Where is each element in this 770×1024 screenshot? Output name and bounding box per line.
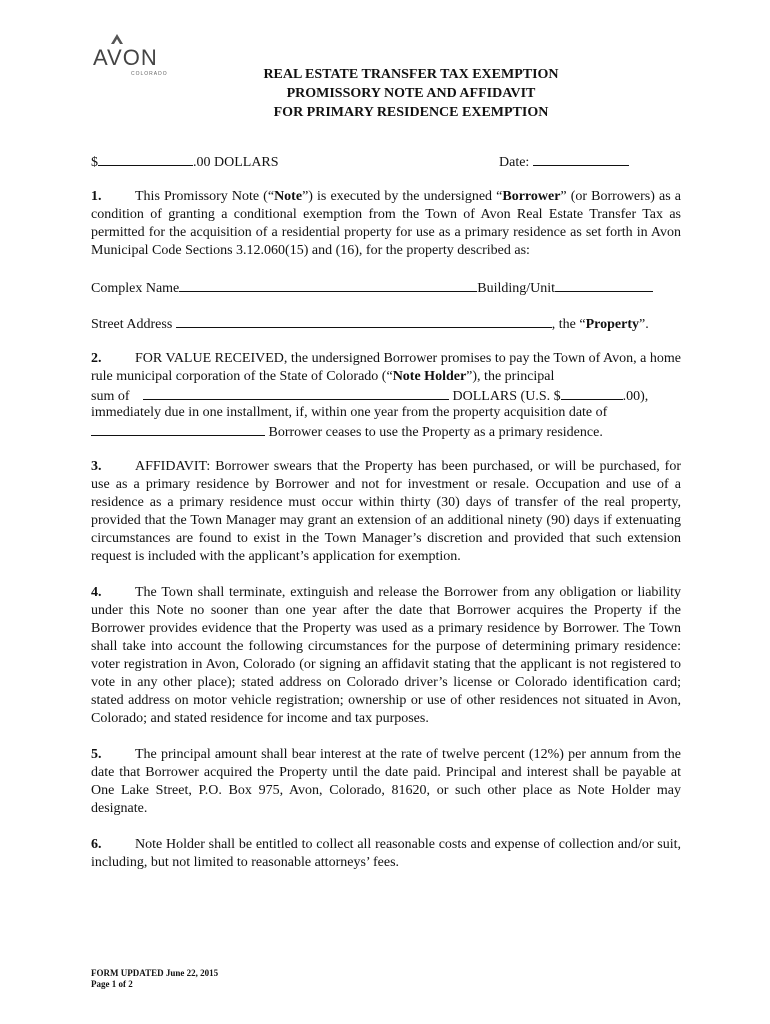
section-3: 3. AFFIDAVIT: Borrower swears that the Property has been purchased, or will be purchased, for use as a primary residence by Borrower and not for investment or resale. Occupation and use of a residence as a primary residence must occur within thirty (30) days of transfer of the real property, provided that the Town Manager may grant an extension of an additional ninety (90) days if extenuating circumstances are found to exist in the Town Manager’s discretion and provided that such extension request is included with the applicant’s application for exemption.	[91, 459, 681, 564]
title-line-3: FOR PRIMARY RESIDENCE EXEMPTION	[273, 105, 549, 120]
amount-date-row	[91, 152, 681, 170]
acquisition-date-blank[interactable]	[91, 422, 265, 436]
section-number: 3.	[91, 459, 102, 474]
street-row: Street Address , the “Property”.	[91, 314, 681, 332]
sum-row: sum of DOLLARS (U.S. $ .00),	[91, 386, 681, 404]
form-updated-date: FORM UPDATED June 22, 2015	[91, 968, 219, 978]
section-2: 2. FOR VALUE RECEIVED, the undersigned Borrower promises to pay the Town of Avon, a home rule municipal corporation of the State of Colorado (“Note Holder”), the principal	[91, 351, 681, 384]
svg-text:COLORADO: COLORADO	[131, 71, 168, 77]
building-unit-blank[interactable]	[555, 278, 653, 292]
section-number: 5.	[91, 747, 102, 762]
section-4: 4. The Town shall terminate, extinguish and release the Borrower from any obligation or liability under this Note no sooner than one year after the date that Borrower acquires the Property if the Borrower provides evidence that the Property was used as a primary residence by Borrower. The Town shall take into account the following circumstances for the purpose of determining primary residence: voter registration in Avon, Colorado (or signing an affidavit stating that the applicant is not registered to vote in any other place); stated address on Colorado driver’s license or Colorado identification card; stated address on motor vehicle registration; ownership or use of other residences not situated in Avon, Colorado; and stated residence for income and tax purposes.	[91, 585, 681, 726]
title-line-1: REAL ESTATE TRANSFER TAX EXEMPTION	[263, 67, 559, 82]
complex-name-label: Complex Name	[91, 281, 180, 296]
sum-words-blank[interactable]	[143, 386, 449, 400]
date-label: Date:	[499, 155, 533, 170]
date-field	[499, 152, 629, 172]
complex-row	[91, 278, 681, 296]
street-address-blank[interactable]	[176, 314, 552, 328]
amount-blank[interactable]	[98, 152, 193, 166]
dollars-label: .00 DOLLARS	[193, 155, 279, 170]
section-5: 5. The principal amount shall bear interest at the rate of twelve percent (12%) per annum from the date that Borrower acquired the Property until the date paid. Principal and interest shall be payable at One Lake Street, P.O. Box 975, Avon, Colorado, 81620, or such other place as Note Holder may designate.	[91, 747, 681, 816]
document-body	[91, 152, 681, 872]
section-number: 6.	[91, 837, 102, 852]
date-blank[interactable]	[533, 152, 629, 166]
building-unit-label: Building/Unit	[477, 281, 556, 296]
page-number: Page 1 of 2	[91, 979, 133, 989]
street-address-label: Street Address	[91, 317, 176, 332]
complex-name-blank[interactable]	[179, 278, 477, 292]
svg-text:AVON: AVON	[93, 45, 158, 70]
section-1: 1. This Promissory Note (“Note”) is executed by the undersigned “Borrower” (or Borrowers) as a condition of granting a conditional exemption from the Town of Avon Real Estate Transfer Tax as permitted for the acquisition of a residential property for use as a primary residence as set forth in Avon Municipal Code Sections 3.12.060(15) and (16), for the property described as:	[91, 189, 681, 258]
section-number: 2.	[91, 351, 102, 366]
sum-amount-blank[interactable]	[561, 386, 623, 400]
document-title	[0, 65, 770, 122]
section-2-line-4: immediately due in one installment, if, within one year from the property acquisition date of	[91, 405, 608, 420]
section-number: 4.	[91, 585, 102, 600]
dollar-sign: $	[91, 155, 98, 170]
page-footer	[91, 968, 218, 990]
title-line-2: PROMISSORY NOTE AND AFFIDAVIT	[286, 86, 536, 101]
section-6: 6. Note Holder shall be entitled to collect all reasonable costs and expense of collection and/or suit, including, but not limited to reasonable attorneys’ fees.	[91, 837, 681, 870]
section-number: 1.	[91, 189, 102, 204]
acquisition-date-row: Borrower ceases to use the Property as a primary residence.	[91, 422, 681, 440]
